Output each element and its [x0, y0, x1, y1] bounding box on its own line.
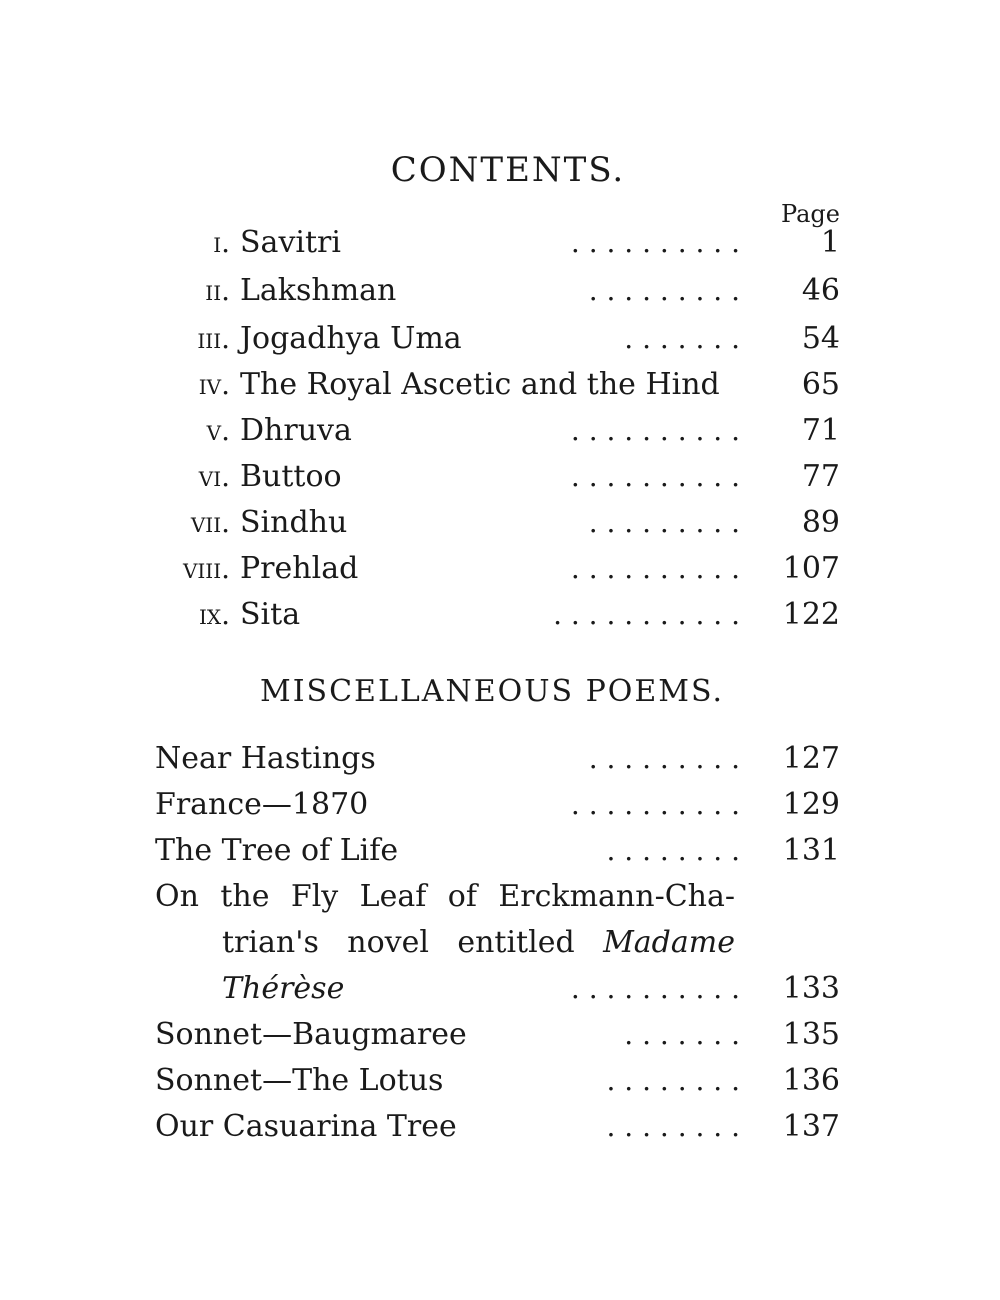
- chapter-number: vi.: [198, 460, 230, 493]
- poem-title: The Tree of Life: [155, 833, 399, 868]
- contents-title: CONTENTS.: [390, 150, 626, 190]
- page-number: 46: [801, 273, 840, 308]
- leader-dots: . . . . . . . .: [606, 1064, 740, 1097]
- poem-entry[interactable]: [0, 828, 1000, 874]
- chapter-entry[interactable]: [0, 268, 1000, 314]
- leader-dots: . . . . . . . . . .: [570, 460, 740, 493]
- poem-entry-long-line-2: [0, 920, 1000, 966]
- chapter-title: The Royal Ascetic and the Hind: [240, 367, 720, 402]
- leader-dots: . . . . . . . . . .: [570, 972, 740, 1005]
- leader-dots: . . . . . . . . . . .: [553, 598, 740, 631]
- page-number: 54: [801, 321, 840, 356]
- page-number: 131: [782, 833, 840, 868]
- page-number: 133: [782, 971, 840, 1006]
- poem-title-line-1: On the Fly Leaf of Erckmann-Cha-: [155, 879, 735, 914]
- page-number: 137: [782, 1109, 840, 1144]
- chapter-title: Jogadhya Uma: [240, 321, 462, 356]
- poem-title-italic: Thérèse: [222, 971, 345, 1006]
- chapter-entry[interactable]: [0, 454, 1000, 500]
- poem-title-text: trian's novel entitled: [222, 925, 575, 960]
- chapter-number: iii.: [197, 322, 230, 355]
- chapter-title: Dhruva: [240, 413, 352, 448]
- page-number: 122: [782, 597, 840, 632]
- chapter-title: Buttoo: [240, 459, 342, 494]
- chapter-entry[interactable]: [0, 546, 1000, 592]
- poem-title-line-2: [222, 920, 735, 966]
- leader-dots: . . . . . . .: [624, 322, 740, 355]
- chapter-entry[interactable]: [0, 592, 1000, 638]
- leader-dots: . . . . . . . .: [606, 1110, 740, 1143]
- page-number: 127: [782, 741, 840, 776]
- leader-dots: . . . . . . . . . .: [570, 226, 740, 259]
- chapter-title: Prehlad: [240, 551, 359, 586]
- chapter-title: Sindhu: [240, 505, 348, 540]
- poem-title: France—1870: [155, 787, 369, 822]
- page-number: 129: [782, 787, 840, 822]
- page-number: 1: [820, 225, 840, 260]
- chapter-number: vii.: [190, 506, 230, 539]
- chapter-entry[interactable]: [0, 408, 1000, 454]
- poem-entry-long[interactable]: [0, 874, 1000, 920]
- leader-dots: . . . . . . . . . .: [570, 414, 740, 447]
- poem-entry-long-line-3: [0, 966, 1000, 1012]
- leader-dots: . . . . . . . . . .: [570, 788, 740, 821]
- page-number: 107: [782, 551, 840, 586]
- chapter-number: ii.: [205, 274, 230, 307]
- page-number: 71: [801, 413, 840, 448]
- poem-title: Near Hastings: [155, 741, 376, 776]
- poem-entry[interactable]: [0, 1058, 1000, 1104]
- page-column-label: Page: [781, 200, 840, 228]
- leader-dots: . . . . . . .: [624, 1018, 740, 1051]
- chapter-number: iv.: [198, 368, 230, 401]
- poem-title: Our Casuarina Tree: [155, 1109, 457, 1144]
- chapter-title: Sita: [240, 597, 301, 632]
- leader-dots: . . . . . . . . .: [588, 274, 740, 307]
- poem-entry[interactable]: [0, 1104, 1000, 1150]
- chapter-entry[interactable]: [0, 362, 1000, 408]
- chapter-entry[interactable]: [0, 316, 1000, 362]
- leader-dots: . . . . . . . . . .: [570, 552, 740, 585]
- page-number: 89: [801, 505, 840, 540]
- chapter-entry[interactable]: [0, 220, 1000, 266]
- page-number: 77: [801, 459, 840, 494]
- poem-entry[interactable]: [0, 782, 1000, 828]
- leader-dots: . . . . . . . . .: [588, 742, 740, 775]
- poem-entry[interactable]: [0, 736, 1000, 782]
- chapter-number: ix.: [198, 598, 230, 631]
- page-number: 136: [782, 1063, 840, 1098]
- page-number: 135: [782, 1017, 840, 1052]
- chapter-number: i.: [213, 226, 230, 259]
- chapter-entry[interactable]: [0, 500, 1000, 546]
- misc-section-title: MISCELLANEOUS POEMS.: [259, 674, 724, 709]
- poem-title-italic: Madame: [603, 925, 735, 960]
- poem-title: Sonnet—The Lotus: [155, 1063, 444, 1098]
- chapter-number: viii.: [182, 552, 230, 585]
- page-number: 65: [801, 367, 840, 402]
- chapter-title: Savitri: [240, 225, 341, 260]
- chapter-number: v.: [206, 414, 230, 447]
- leader-dots: . . . . . . . .: [606, 834, 740, 867]
- chapter-title: Lakshman: [240, 273, 397, 308]
- poem-entry[interactable]: [0, 1012, 1000, 1058]
- poem-title: Sonnet—Baugmaree: [155, 1017, 467, 1052]
- leader-dots: . . . . . . . . .: [588, 506, 740, 539]
